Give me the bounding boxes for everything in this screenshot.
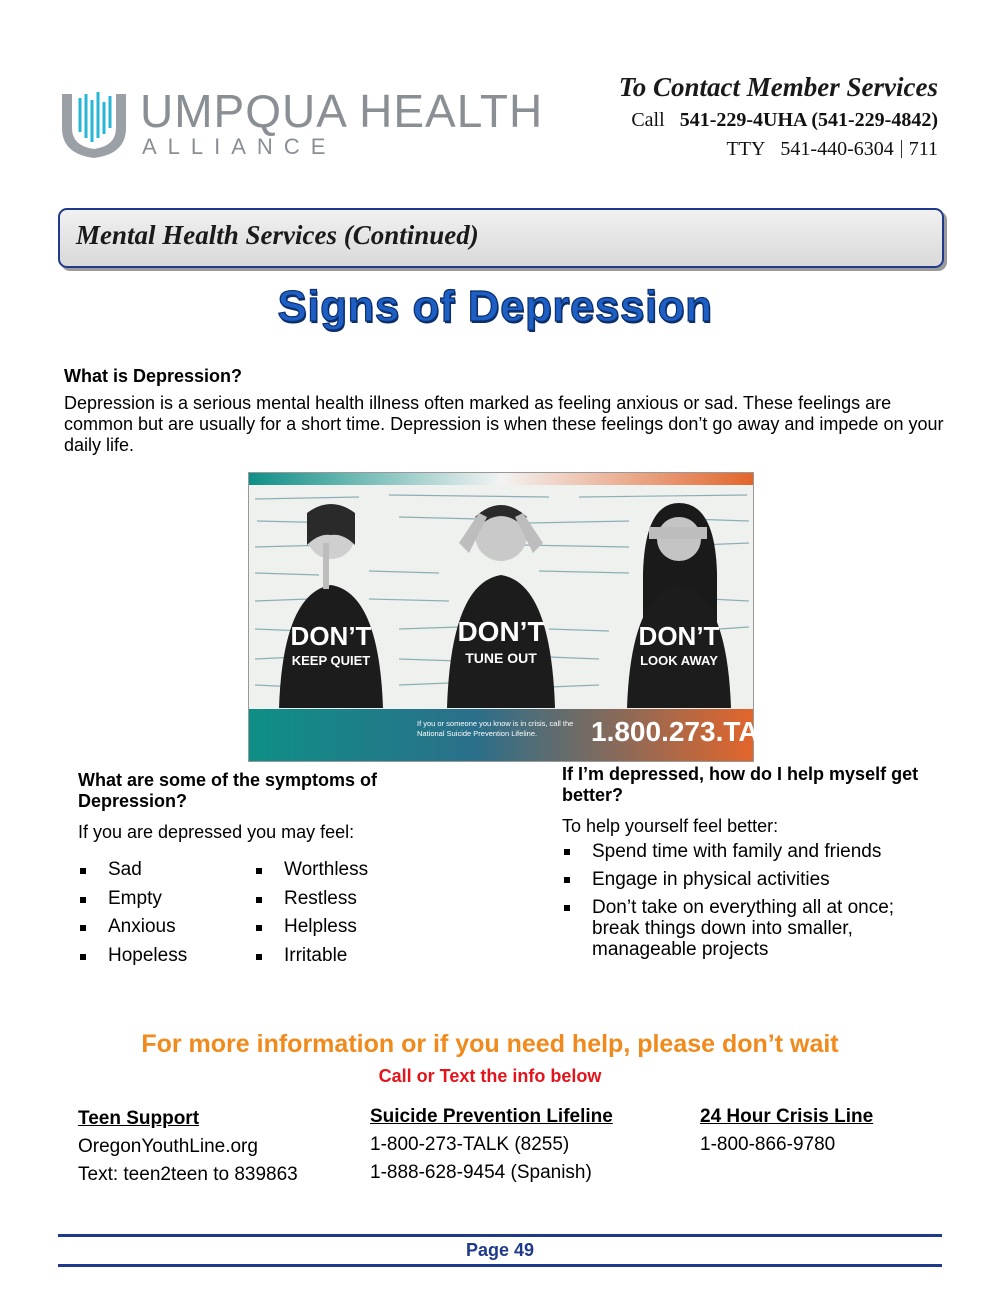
tty-line — [619, 138, 938, 161]
section-title: Mental Health Services (Continued) — [76, 220, 479, 250]
logo-name: UMPQUA HEALTH — [140, 85, 544, 137]
list-item: Irritable — [254, 942, 474, 971]
symptoms-section — [78, 770, 498, 966]
call-number[interactable]: 541-229-4UHA (541-229-4842) — [679, 109, 938, 131]
tty-label: TTY — [726, 138, 766, 160]
shirt-text-6: LOOK AWAY — [640, 653, 718, 668]
teen-support-link[interactable]: OregonYouthLine.org — [78, 1136, 258, 1157]
crisis-line-resource — [700, 1103, 873, 1159]
help-intro: To help yourself feel better: — [562, 816, 779, 836]
shirt-text-2: KEEP QUIET — [291, 653, 371, 668]
crisis-line-title: 24 Hour Crisis Line — [700, 1106, 874, 1127]
help-heading: If I’m depressed, how do I help myself get better? — [562, 764, 919, 805]
teen-support-title: Teen Support — [78, 1108, 200, 1129]
lifeline-spanish-number[interactable]: 1-888-628-9454 (Spanish) — [370, 1162, 592, 1183]
lifeline-title: Suicide Prevention Lifeline — [370, 1106, 613, 1127]
shirt-text-1: DON’T — [290, 621, 372, 651]
list-item: Hopeless — [78, 942, 248, 971]
what-body: Depression is a serious mental health illness often marked as feeling anxious or sad. These feelings are common but are usually for a short time. Depression is when these feelings don’t go away and impede on your daily life. — [64, 393, 944, 455]
shirt-text-4: TUNE OUT — [465, 650, 537, 666]
call-or-text-subline: Call or Text the info below — [378, 1066, 602, 1086]
teen-support-resource — [78, 1105, 298, 1189]
self-help-section — [562, 764, 942, 967]
poster-illustration — [249, 473, 796, 761]
crisis-line-number[interactable]: 1-800-866-9780 — [700, 1134, 836, 1155]
call-label: Call — [631, 109, 665, 131]
footer-rule-top — [58, 1234, 942, 1237]
shirt-text-5: DON’T — [638, 621, 720, 651]
help-list — [562, 841, 942, 960]
more-info-headline: For more information or if you need help, please don’t wait — [141, 1030, 839, 1058]
list-item: Anxious — [78, 913, 248, 942]
list-item: Engage in physical activities — [562, 869, 942, 890]
list-item: Spend time with family and friends — [562, 841, 942, 862]
call-line — [619, 109, 938, 132]
symptoms-list-a — [78, 856, 248, 970]
lifeline-number[interactable]: 1-800-273-TALK (8255) — [370, 1134, 570, 1155]
logo-subtitle: ALLIANCE — [142, 134, 337, 159]
list-item: Helpless — [254, 913, 474, 942]
lifeline-resource — [370, 1103, 613, 1187]
tty-alt-number[interactable]: 711 — [908, 138, 938, 160]
poster-hotline-number: 1.800.273.TALK — [591, 716, 796, 747]
tty-number[interactable]: 541-440-6304 — [780, 138, 894, 160]
list-item: Don’t take on everything all at once; break things down into smaller, manageable projects — [562, 897, 942, 960]
poster-caption: If you or someone you know is in crisis, call the National Suicide Prevention Lifeline. — [417, 719, 574, 738]
teen-support-text: Text: teen2teen to 839863 — [78, 1164, 298, 1185]
list-item: Worthless — [254, 856, 474, 885]
awareness-poster-image — [248, 472, 796, 762]
member-services-contact — [619, 72, 938, 161]
what-is-depression-section — [64, 366, 944, 456]
page-title: Signs of Depression — [277, 282, 713, 331]
list-item: Sad — [78, 856, 248, 885]
symptoms-heading: What are some of the symptoms of Depression? — [78, 770, 378, 811]
shirt-text-3: DON’T — [457, 616, 545, 647]
what-heading: What is Depression? — [64, 366, 243, 386]
umpqua-health-logo — [58, 85, 544, 160]
logo-mark-icon — [58, 88, 130, 160]
symptoms-list-b — [254, 856, 474, 970]
divider — [901, 140, 902, 158]
section-banner — [58, 208, 944, 268]
list-item: Empty — [78, 885, 248, 914]
footer-rule-bottom — [58, 1264, 942, 1267]
list-item: Restless — [254, 885, 474, 914]
page-number: Page 49 — [465, 1240, 535, 1260]
contact-title: To Contact Member Services — [618, 72, 938, 102]
symptoms-intro: If you are depressed you may feel: — [78, 822, 355, 842]
